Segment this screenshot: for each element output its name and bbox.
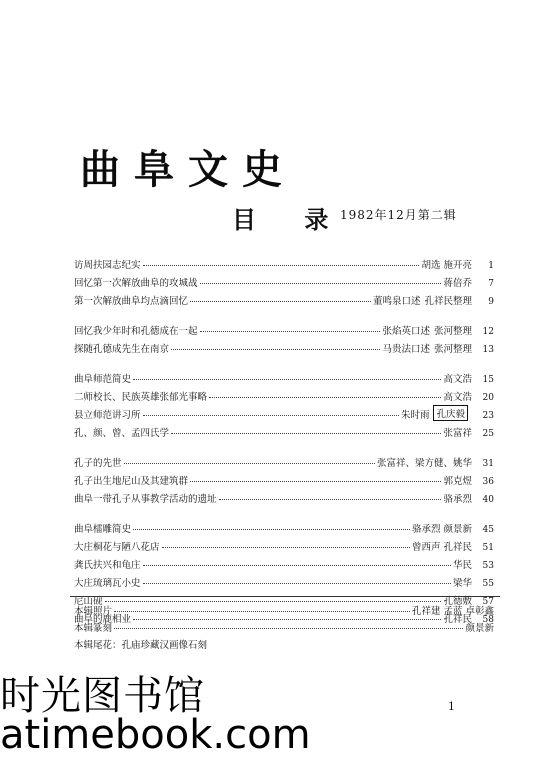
dot-leader <box>114 628 463 629</box>
toc-entry <box>74 451 494 469</box>
entry-page: 23 <box>482 411 494 421</box>
dot-leader <box>200 331 381 332</box>
entry-title: 大庄琉璃瓦小史 <box>74 578 141 589</box>
entry-title: 访周扶园志纪实 <box>74 260 141 271</box>
entry-title: 曲阜的鹿相业 <box>74 614 132 625</box>
entry-title: 尼山砚 <box>74 596 103 607</box>
dot-leader <box>143 415 399 416</box>
entry-author: 梁华 <box>452 578 472 589</box>
toc-entry <box>74 571 494 589</box>
entry-title: 二师校长、民族英雄张郁光事略 <box>74 392 208 403</box>
entry-page: 20 <box>482 393 494 403</box>
entry-narrator: 张焰英口述 <box>382 326 430 337</box>
dot-leader <box>114 611 410 612</box>
entry-page: 53 <box>482 561 494 571</box>
entry-page: 25 <box>482 429 494 439</box>
entry-author: 孔庆毅 <box>433 405 468 421</box>
entry-author: 高文浩 <box>443 374 472 385</box>
entry-title: 大庄桐花与陋八花店 <box>74 542 160 553</box>
toc-group <box>74 451 494 505</box>
toc-group <box>74 367 494 439</box>
credit-title: 本辑照片 <box>74 606 113 617</box>
entry-author: 骆承烈 颜景新 <box>411 524 472 535</box>
toc-group <box>74 319 494 355</box>
entry-narrator: 董鸣泉口述 <box>372 296 421 307</box>
entry-title: 曲阜檑雕简史 <box>74 524 132 535</box>
table-of-contents <box>74 253 494 637</box>
entry-narrator: 马贵法口述 <box>382 344 430 355</box>
toc-entry <box>74 271 494 289</box>
toc-group <box>74 253 494 307</box>
entry-page: 31 <box>482 459 494 469</box>
watermark-cn: 时光图书馆 <box>0 673 205 719</box>
entry-author: 郭克煜 <box>443 476 472 487</box>
dot-leader <box>200 283 442 284</box>
entry-title: 探随孔德成先生在南京 <box>74 344 170 355</box>
entry-page: 1 <box>488 261 494 271</box>
entry-author: 孔祥民整理 <box>424 296 472 307</box>
credit-title: 本辑尾花：孔庙珍藏汉画像石刻 <box>74 640 208 651</box>
issue-label: 1982年12月第二辑 <box>340 208 457 222</box>
toc-entry <box>74 253 494 271</box>
dot-leader <box>143 565 451 566</box>
entry-author: 张河整理 <box>433 344 472 355</box>
entry-page: 40 <box>482 495 494 505</box>
notes-divider <box>70 596 500 597</box>
credit-line <box>74 634 494 651</box>
toc-entry <box>74 289 494 307</box>
entry-author: 张富祥 <box>443 428 472 439</box>
entry-author: 张河整理 <box>433 326 472 337</box>
entry-page: 7 <box>488 279 494 289</box>
entry-author: 华民 <box>452 560 472 571</box>
entry-title: 第一次解放曲阜均点滴回忆 <box>74 296 189 307</box>
entry-author: 胡选 施开亮 <box>421 260 472 271</box>
credit-author: 颜景新 <box>465 623 494 634</box>
dot-leader <box>219 499 442 500</box>
dot-leader <box>143 583 451 584</box>
toc-entry <box>74 469 494 487</box>
toc-entry <box>74 403 494 421</box>
entry-page: 15 <box>482 375 494 385</box>
entry-title: 县立师范讲习所 <box>74 410 141 421</box>
toc-entry <box>74 385 494 403</box>
watermark-url: atimebook.com <box>0 712 311 758</box>
dot-leader <box>133 379 441 380</box>
page-number: 1 <box>448 700 455 713</box>
credit-author: 孔祥建 孟蓝 卓彰鑫 <box>411 606 494 617</box>
toc-entry <box>74 337 494 355</box>
dot-leader <box>190 301 371 302</box>
entry-title: 曲阜一带孔子从事教学活动的遗址 <box>74 494 217 505</box>
entry-page: 51 <box>482 543 494 553</box>
dot-leader <box>171 433 441 434</box>
dot-leader <box>190 481 441 482</box>
toc-entry <box>74 421 494 439</box>
entry-author: 曾西声 孔祥民 <box>411 542 472 553</box>
toc-entry <box>74 535 494 553</box>
credit-line <box>74 617 494 634</box>
toc-entry <box>74 367 494 385</box>
entry-page: 12 <box>482 327 494 337</box>
dot-leader <box>133 529 410 530</box>
entry-page: 58 <box>482 615 494 625</box>
entry-author: 高文浩 <box>443 392 472 403</box>
entry-author: 蒋倍乔 <box>443 278 472 289</box>
entry-page: 36 <box>482 477 494 487</box>
entry-title: 曲阜师范简史 <box>74 374 132 385</box>
dot-leader <box>124 463 375 464</box>
entry-title: 孔子出生地尼山及其建筑群 <box>74 476 189 487</box>
toc-entry <box>74 487 494 505</box>
toc-entry <box>74 553 494 571</box>
entry-title: 龚氏扶兴和龟庄 <box>74 560 141 571</box>
toc-heading: 目 录 <box>232 205 349 234</box>
entry-title: 回忆第一次解放曲阜的攻城战 <box>74 278 198 289</box>
dot-leader <box>209 397 441 398</box>
credit-title: 本辑篆刻 <box>74 623 113 634</box>
entry-author: 孔祥民 <box>443 614 472 625</box>
entry-author: 张富祥、梁方健、姚华 <box>376 458 472 469</box>
magazine-title: 曲阜文史 <box>80 146 296 193</box>
entry-title: 孔子的先世 <box>74 458 122 469</box>
entry-author: 孔德敷 <box>443 596 472 607</box>
entry-page: 55 <box>482 579 494 589</box>
dot-leader <box>162 547 410 548</box>
entry-page: 57 <box>482 597 494 607</box>
toc-entry <box>74 517 494 535</box>
credits-notes <box>74 600 494 651</box>
entry-page: 9 <box>488 297 494 307</box>
credit-line <box>74 600 494 617</box>
entry-author: 骆承烈 <box>443 494 472 505</box>
entry-title: 孔、颜、曾、孟四氏学 <box>74 428 170 439</box>
entry-page: 45 <box>482 525 494 535</box>
toc-entry <box>74 319 494 337</box>
entry-page: 13 <box>482 345 494 355</box>
dot-leader <box>143 265 420 266</box>
entry-narrator: 朱时雨 <box>400 410 430 421</box>
dot-leader <box>171 349 380 350</box>
entry-title: 回忆我少年时和孔德成在一起 <box>74 326 198 337</box>
